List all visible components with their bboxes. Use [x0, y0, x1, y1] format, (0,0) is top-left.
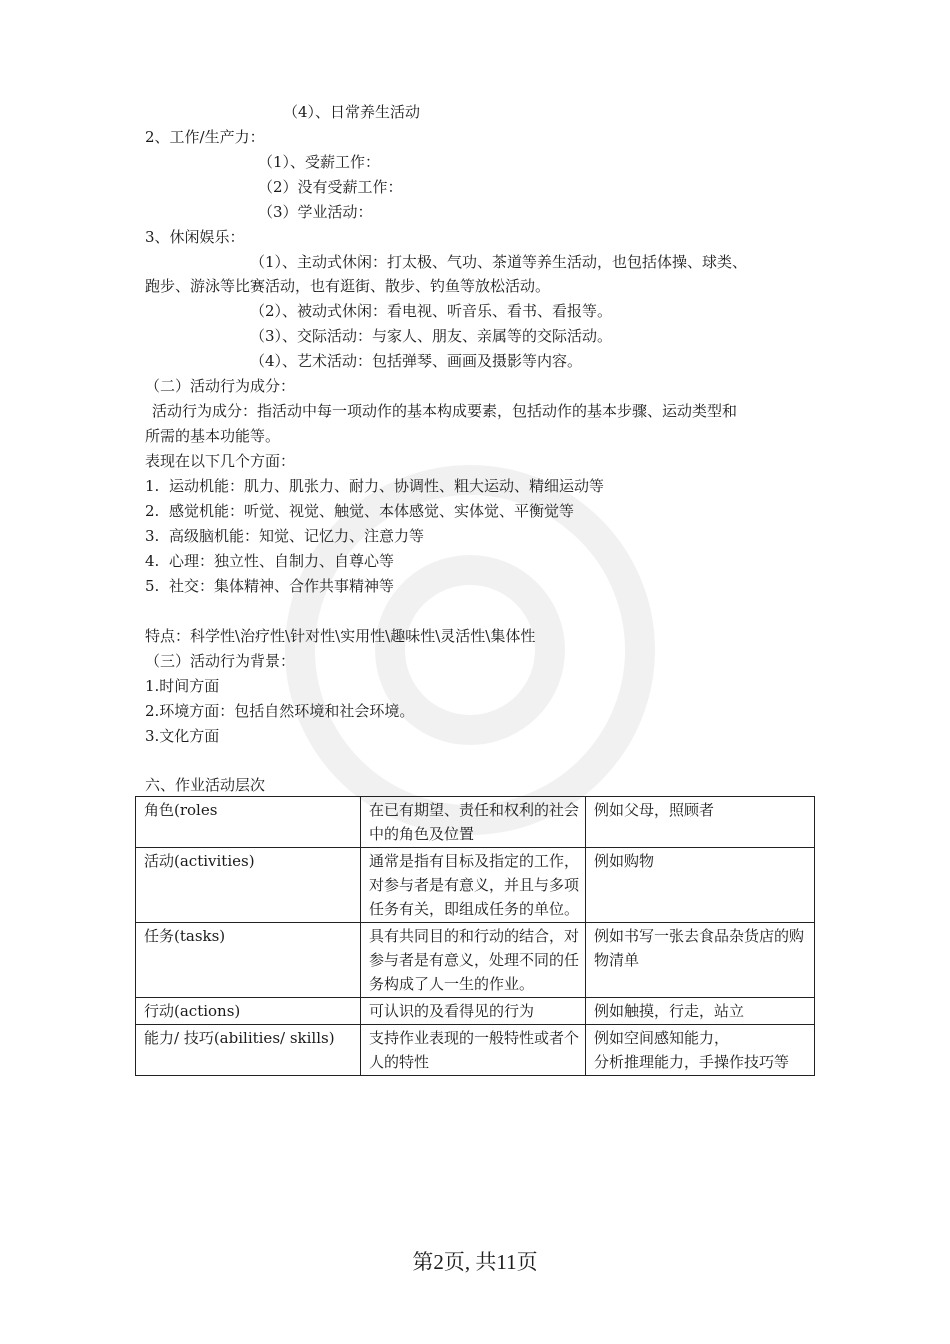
text-line: 所需的基本功能等。 [145, 427, 281, 445]
text-line: （3）学业活动： [258, 203, 373, 221]
table-cell: 支持作业表现的一般特性或者个人的特性 [361, 1025, 586, 1076]
table-cell: 角色(roles [136, 797, 361, 848]
table-cell: 具有共同目的和行动的结合，对参与者是有意义，处理不同的任务构成了人一生的作业。 [361, 923, 586, 998]
text-line: （2）、被动式休闲：看电视、听音乐、看书、看报等。 [250, 302, 613, 320]
text-line: 3.文化方面 [145, 727, 220, 745]
list-text: 社交：集体精神、合作共事精神等 [169, 577, 395, 595]
page-footer: 第2页, 共11页 [412, 1250, 538, 1274]
section-heading: 2、工作/生产力： [145, 128, 265, 146]
table-cell [586, 1025, 815, 1076]
list-item [145, 474, 604, 498]
text-line: （1）、受薪工作： [258, 153, 381, 171]
cell-line: 例如空间感知能力， [594, 1029, 730, 1047]
activity-levels-table [135, 796, 815, 1076]
table-row [136, 1025, 815, 1076]
section-heading: （二）活动行为成分： [145, 377, 296, 395]
table-row [136, 923, 815, 998]
table-cell: 在已有期望、责任和权利的社会中的角色及位置 [361, 797, 586, 848]
table-cell: 行动(actions) [136, 998, 361, 1025]
features-line: 特点：科学性\治疗性\针对性\实用性\趣味性\灵活性\集体性 [145, 627, 536, 645]
table-caption: 六、作业活动层次 [145, 776, 266, 794]
text-line: （2）没有受薪工作： [258, 178, 403, 196]
list-text: 运动机能：肌力、肌张力、耐力、协调性、粗大运动、精细运动等 [169, 477, 605, 495]
text-line: 跑步、游泳等比赛活动，也有逛街、散步、钓鱼等放松活动。 [145, 277, 551, 295]
text-line: （4）、日常养生活动 [283, 103, 421, 121]
text-line: （3）、交际活动：与家人、朋友、亲属等的交际活动。 [250, 327, 613, 345]
text-line: 活动行为成分：指活动中每一项动作的基本构成要素，包括动作的基本步骤、运动类型和 [152, 402, 738, 420]
list-item [145, 499, 574, 523]
text-line: 表现在以下几个方面： [145, 452, 296, 470]
list-item [145, 524, 424, 548]
section-heading: （三）活动行为背景： [145, 652, 296, 670]
table-cell: 例如父母，照顾者 [586, 797, 815, 848]
section-heading: 3、休闲娱乐： [145, 228, 245, 246]
text-line: （4）、艺术活动：包括弹琴、画画及摄影等内容。 [250, 352, 583, 370]
text-line: （1）、主动式休闲：打太极、气功、茶道等养生活动，也包括体操、球类、 [250, 253, 748, 271]
table-cell: 能力/ 技巧(abilities/ skills) [136, 1025, 361, 1076]
table-cell: 例如触摸，行走，站立 [586, 998, 815, 1025]
table-cell: 活动(activities) [136, 848, 361, 923]
table-row [136, 998, 815, 1025]
table-cell: 通常是指有目标及指定的工作，对参与者是有意义，并且与多项任务有关，即组成任务的单位。 [361, 848, 586, 923]
list-text: 高级脑机能：知觉、记忆力、注意力等 [169, 527, 425, 545]
table-cell: 可认识的及看得见的行为 [361, 998, 586, 1025]
list-text: 感觉机能：听觉、视觉、触觉、本体感觉、实体觉、平衡觉等 [169, 502, 575, 520]
list-text: 心理：独立性、自制力、自尊心等 [169, 552, 395, 570]
list-number: 1. [145, 477, 160, 495]
text-line: 2.环境方面：包括自然环境和社会环境。 [145, 702, 415, 720]
list-number: 3. [145, 527, 160, 545]
cell-line: 分析推理能力，手操作技巧等 [594, 1053, 790, 1071]
list-number: 2. [145, 502, 160, 520]
table-cell: 任务(tasks) [136, 923, 361, 998]
table-cell: 例如购物 [586, 848, 815, 923]
list-number: 5. [145, 577, 160, 595]
list-item [145, 574, 394, 598]
text-line: 1.时间方面 [145, 677, 220, 695]
table-row [136, 848, 815, 923]
list-item [145, 549, 394, 573]
list-number: 4. [145, 552, 160, 570]
table-cell: 例如书写一张去食品杂货店的购物清单 [586, 923, 815, 998]
table-row [136, 797, 815, 848]
